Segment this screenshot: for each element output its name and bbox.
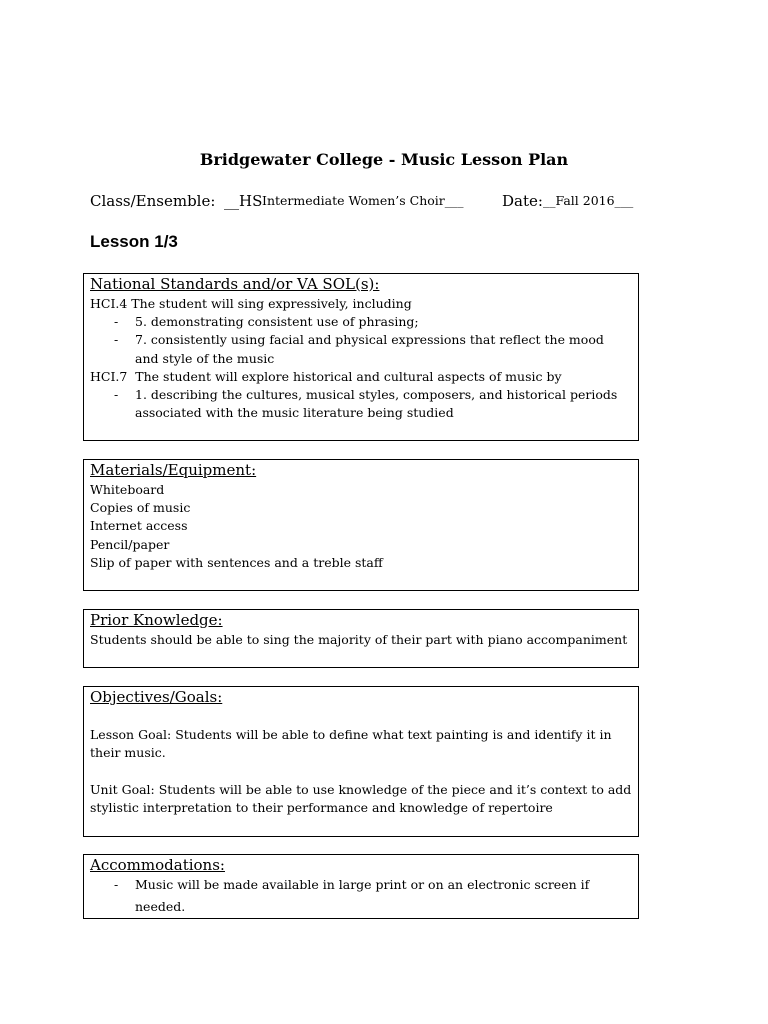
date-value: __Fall 2016___ bbox=[543, 193, 634, 208]
unit-goal-text: stylistic interpretation to their performance and knowledge of repertoire bbox=[90, 799, 553, 815]
bullet-dash: - bbox=[114, 332, 119, 348]
bullet-dash: - bbox=[114, 877, 119, 892]
list-item-continuation: associated with the music literature being studied bbox=[135, 405, 454, 421]
section-heading: Accommodations: bbox=[90, 856, 225, 874]
material-item: Slip of paper with sentences and a treble staff bbox=[90, 554, 383, 570]
list-item-continuation: and style of the music bbox=[135, 350, 275, 366]
unit-goal-text: Unit Goal: Students will be able to use knowledge of the piece and it’s context to add bbox=[90, 781, 632, 797]
material-item: Copies of music bbox=[90, 500, 191, 516]
class-ensemble-prefix: __HS bbox=[224, 192, 263, 210]
section-heading: National Standards and/or VA SOL(s): bbox=[90, 275, 380, 293]
list-item-text: 7. consistently using facial and physical expressions that reflect the mood bbox=[135, 332, 604, 348]
class-ensemble-label: Class/Ensemble: bbox=[90, 192, 216, 210]
date-label: Date: bbox=[502, 192, 543, 210]
standard-line: HCI.4 The student will sing expressively, including bbox=[90, 296, 412, 311]
list-item bbox=[90, 876, 638, 894]
objectives-section bbox=[83, 686, 639, 837]
list-item bbox=[90, 313, 638, 331]
list-item-text: 1. describing the cultures, musical styles, composers, and historical periods bbox=[135, 386, 618, 402]
paragraph-spacer bbox=[90, 708, 638, 726]
section-heading: Prior Knowledge: bbox=[90, 611, 223, 629]
lesson-goal-text: their music. bbox=[90, 745, 166, 761]
section-heading: Materials/Equipment: bbox=[90, 461, 257, 479]
material-item: Pencil/paper bbox=[90, 536, 170, 552]
lesson-goal-text: Lesson Goal: Students will be able to define what text painting is and identify it in bbox=[90, 727, 612, 743]
accommodations-section bbox=[83, 854, 639, 919]
paragraph-spacer bbox=[90, 763, 638, 781]
class-ensemble-value: Intermediate Women’s Choir___ bbox=[262, 193, 464, 208]
bullet-dash: - bbox=[114, 314, 119, 330]
page-title: Bridgewater College - Music Lesson Plan bbox=[199, 150, 569, 169]
list-item-text: Music will be made available in large print or on an electronic screen if bbox=[135, 877, 590, 892]
list-item-text: 5. demonstrating consistent use of phrasing; bbox=[135, 314, 419, 330]
prior-knowledge-section bbox=[83, 609, 639, 668]
materials-section bbox=[83, 459, 639, 591]
material-item: Whiteboard bbox=[90, 482, 165, 497]
lesson-number: Lesson 1/3 bbox=[90, 232, 178, 251]
national-standards-section bbox=[83, 273, 639, 441]
section-heading: Objectives/Goals: bbox=[90, 688, 223, 706]
material-item: Internet access bbox=[90, 518, 188, 534]
list-item bbox=[90, 331, 638, 349]
bullet-dash: - bbox=[114, 386, 119, 402]
standard-line: HCI.7 The student will explore historical and cultural aspects of music by bbox=[90, 368, 562, 384]
list-item bbox=[90, 386, 638, 404]
prior-knowledge-text: Students should be able to sing the majority of their part with piano accompaniment bbox=[90, 632, 628, 647]
list-item-continuation: needed. bbox=[135, 898, 186, 914]
